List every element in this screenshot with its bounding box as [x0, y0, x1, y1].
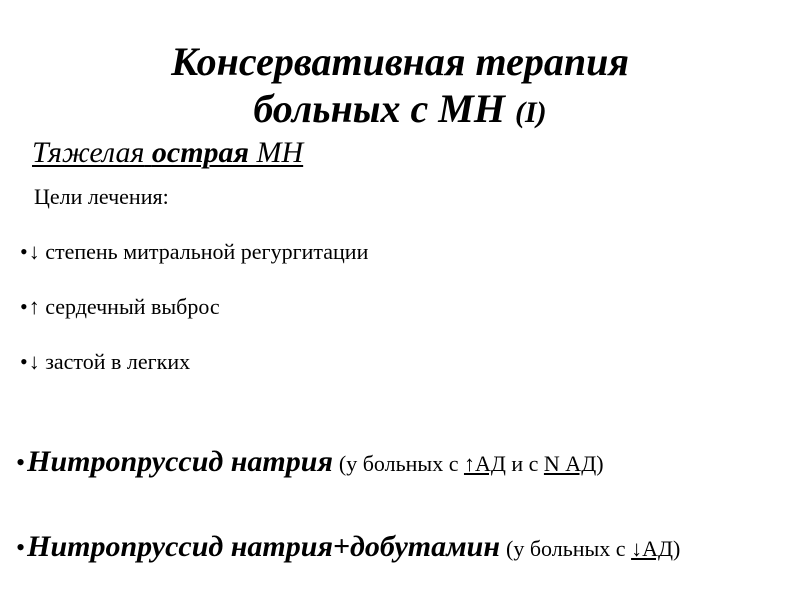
normal-bp-label: N АД	[543, 451, 597, 476]
drug-note	[506, 536, 680, 562]
goal-item	[20, 239, 368, 265]
slide-title	[0, 38, 800, 136]
drug-note	[339, 451, 604, 477]
subtitle-emphasis: острая	[151, 136, 249, 169]
bullet-icon: •	[20, 239, 28, 264]
title-part-marker: (I)	[514, 96, 547, 129]
bullet-icon: •	[20, 294, 28, 319]
drug-item	[16, 445, 604, 479]
drug-name: Нитропруссид натрия	[27, 445, 333, 478]
title-line-1: Консервативная терапия	[171, 39, 629, 84]
drug-item	[16, 530, 680, 564]
note-open: (у больных с	[338, 451, 459, 476]
high-bp-label: ↑АД	[463, 451, 506, 476]
down-arrow-icon: ↓	[28, 239, 40, 264]
up-arrow-icon: ↑	[28, 294, 40, 319]
goal-item	[20, 349, 190, 375]
goal-text: застой в легких	[45, 349, 191, 374]
goal-text: сердечный выброс	[45, 294, 220, 319]
title-line-2-text: больных с МН	[253, 86, 505, 131]
title-line-2	[0, 85, 800, 136]
goal-text: степень митральной регургитации	[45, 239, 369, 264]
note-open: (у больных с	[506, 536, 626, 561]
note-mid: и с	[511, 451, 539, 476]
bullet-icon: •	[16, 533, 26, 562]
section-subtitle	[32, 136, 303, 170]
note-close: )	[596, 451, 604, 476]
note-close: )	[672, 536, 681, 561]
goals-label: Цели лечения:	[34, 184, 169, 209]
low-bp-label: ↓АД	[631, 536, 673, 561]
bullet-icon: •	[16, 448, 26, 477]
goal-item	[20, 294, 220, 320]
subtitle-suffix: МН	[256, 136, 304, 169]
bullet-icon: •	[20, 349, 28, 374]
subtitle-prefix: Тяжелая	[32, 136, 145, 169]
down-arrow-icon: ↓	[28, 349, 40, 374]
drug-name: Нитропруссид натрия+добутамин	[27, 530, 500, 563]
